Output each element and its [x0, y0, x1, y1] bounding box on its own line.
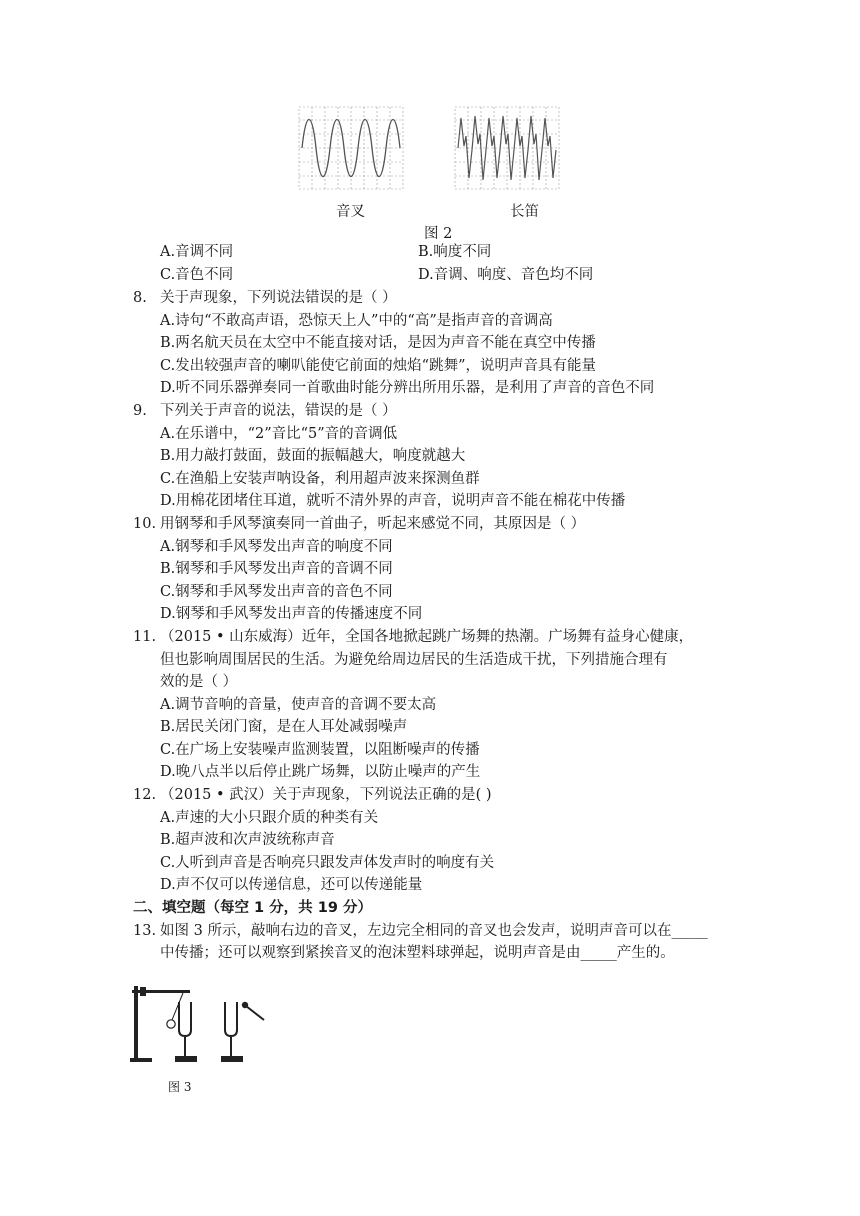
- tuning-fork-apparatus: [128, 982, 278, 1062]
- q12-option-c: C.人听到声音是否响亮只跟发声体发声时的响度有关: [160, 855, 495, 871]
- tuning-fork-waveform: [298, 106, 404, 190]
- q7-option-d: D.音调、响度、音色均不同: [418, 267, 594, 283]
- question-stem: 如图 3 所示，敲响右边的音叉，左边完全相同的音叉也会发声，说明声音可以在_____: [160, 923, 708, 939]
- q13-line-2: 中传播；还可以观察到紧挨音叉的泡沫塑料球弹起，说明声音是由_____产生的。: [160, 945, 675, 961]
- figure-2-caption: 图 2: [424, 226, 453, 242]
- q11-option-a: A.调节音响的音量，使声音的音调不要太高: [160, 697, 437, 713]
- q10-option-d: D.钢琴和手风琴发出声音的传播速度不同: [160, 606, 423, 622]
- tuning-fork-label: 音叉: [336, 204, 365, 220]
- q7-option-b: B.响度不同: [418, 244, 492, 260]
- q9-option-a: A.在乐谱中，“2”音比“5”音的音调低: [160, 426, 398, 442]
- question-stem: 下列关于声音的说法，错误的是（ ）: [160, 403, 397, 419]
- question-number: 8.: [133, 290, 147, 306]
- q11-option-d: D.晚八点半以后停止跳广场舞，以防止噪声的产生: [160, 764, 481, 780]
- q12-option-d: D.声不仅可以传递信息，还可以传递能量: [160, 877, 423, 893]
- q10-option-a: A.钢琴和手风琴发出声音的响度不同: [160, 539, 393, 555]
- q8-option-c: C.发出较强声音的喇叭能使它前面的烛焰“跳舞”，说明声音具有能量: [160, 358, 597, 374]
- q7-option-a: A.音调不同: [160, 244, 234, 260]
- q9-option-d: D.用棉花团堵住耳道，就听不清外界的声音，说明声音不能在棉花中传播: [160, 493, 626, 509]
- question-number: 9.: [133, 403, 147, 419]
- q8-option-b: B.两名航天员在太空中不能直接对话，是因为声音不能在真空中传播: [160, 335, 596, 351]
- q9-option-c: C.在渔船上安装声呐设备，利用超声波来探测鱼群: [160, 471, 480, 487]
- figure-3: [128, 982, 278, 1094]
- q8-option-a: A.诗句“不敢高声语，恐惊天上人”中的“高”是指声音的音调高: [160, 313, 553, 329]
- q12-option-b: B.超声波和次声波统称声音: [160, 832, 335, 848]
- q7-option-c: C.音色不同: [160, 267, 234, 283]
- question-stem: （2015 • 武汉）关于声现象，下列说法正确的是( ): [160, 787, 492, 803]
- question-number: 11.: [133, 629, 157, 645]
- question-number: 10.: [133, 516, 157, 532]
- flute-waveform: [454, 106, 560, 190]
- question-stem: （2015 • 山东威海）近年，全国各地掀起跳广场舞的热潮。广场舞有益身心健康，: [160, 629, 694, 645]
- question-stem: 关于声现象，下列说法错误的是（ ）: [160, 290, 397, 306]
- flute-label: 长笛: [510, 204, 539, 220]
- figure-2: [298, 106, 578, 246]
- q12-option-a: A.声速的大小只跟介质的种类有关: [160, 810, 379, 826]
- figure-3-caption: 图 3: [168, 1080, 192, 1094]
- q9-option-b: B.用力敲打鼓面，鼓面的振幅越大，响度就越大: [160, 448, 466, 464]
- q11-option-c: C.在广场上安装噪声监测装置，以阻断噪声的传播: [160, 742, 480, 758]
- q11-stem-line-3: 效的是（ ）: [160, 674, 238, 690]
- q10-option-c: C.钢琴和手风琴发出声音的音色不同: [160, 584, 393, 600]
- question-number: 13.: [133, 923, 157, 939]
- q11-option-b: B.居民关闭门窗，是在人耳处减弱噪声: [160, 719, 408, 735]
- q8-option-d: D.听不同乐器弹奏同一首歌曲时能分辨出所用乐器，是利用了声音的音色不同: [160, 380, 655, 396]
- q11-stem-line-2: 但也影响周围居民的生活。为避免给周边居民的生活造成干扰，下列措施合理有: [160, 652, 668, 668]
- q10-option-b: B.钢琴和手风琴发出声音的音调不同: [160, 561, 393, 577]
- question-number: 12.: [133, 787, 157, 803]
- question-stem: 用钢琴和手风琴演奏同一首曲子，听起来感觉不同，其原因是（ ）: [160, 516, 586, 532]
- section-2-title: 二、填空题（每空 1 分，共 19 分）: [133, 900, 372, 916]
